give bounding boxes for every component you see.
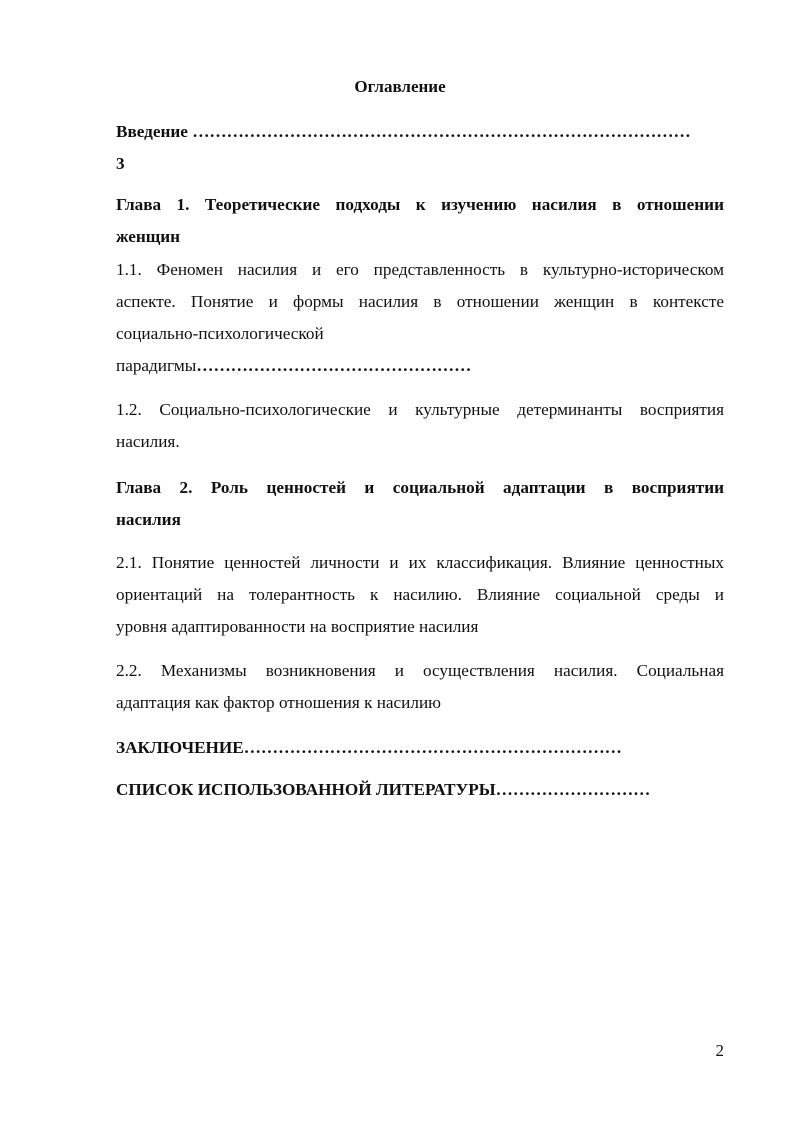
toc-entry-line: Глава 1. Теоретические подходы к изучению насилия в отношении: [116, 195, 724, 214]
toc-entry-line: социально-психологической: [116, 324, 324, 343]
toc-entry-line: насилия.: [116, 432, 180, 451]
toc-entry-line: насилия: [116, 510, 181, 529]
toc-entry-intro[interactable]: [116, 116, 724, 180]
toc-entry-line: 2.2. Механизмы возникновения и осуществления насилия. Социальная: [116, 661, 724, 680]
toc-entry-label: парадигмы: [116, 356, 197, 375]
toc-entry-section-1-1[interactable]: [116, 254, 724, 382]
toc-entry-line: уровня адаптированности на восприятие насилия: [116, 617, 479, 636]
toc-leader-dots: …………………………………………: [196, 356, 472, 375]
toc-entry-chapter-2[interactable]: [116, 472, 724, 536]
toc-entry-section-2-2[interactable]: [116, 655, 724, 719]
page-number: 2: [715, 1041, 724, 1060]
toc-title: Оглавление: [354, 77, 446, 96]
toc-entry-line: аспекте. Понятие и формы насилия в отношении женщин в контексте: [116, 292, 724, 311]
toc-entry-label: ЗАКЛЮЧЕНИЕ: [116, 738, 244, 757]
toc-entry-label: Введение: [116, 122, 188, 141]
toc-entry-references[interactable]: [116, 774, 724, 806]
toc-entry-chapter-1[interactable]: [116, 189, 724, 253]
toc-page-ref: 3: [116, 154, 125, 173]
toc-leader-dots: ……………………………………………………………………………: [192, 122, 691, 141]
toc-entry-line: женщин: [116, 227, 181, 246]
toc-entry-section-2-1[interactable]: [116, 547, 724, 643]
toc-entry-line: 1.2. Социально-психологические и культурные детерминанты восприятия: [116, 400, 724, 419]
toc-entry-line: адаптация как фактор отношения к насилию: [116, 693, 441, 712]
toc-entry-line: 1.1. Феномен насилия и его представленность в культурно-историческом: [116, 260, 724, 279]
toc-leader-dots: …………………………………………………………: [243, 738, 622, 757]
toc-entry-conclusion[interactable]: [116, 732, 724, 764]
toc-entry-line: ориентаций на толерантность к насилию. Влияние социальной среды и: [116, 585, 724, 604]
toc-entry-section-1-2[interactable]: [116, 394, 724, 458]
toc-entry-label: СПИСОК ИСПОЛЬЗОВАННОЙ ЛИТЕРАТУРЫ: [116, 780, 496, 799]
toc-leader-dots: ………………………: [495, 780, 651, 799]
toc-entry-line: Глава 2. Роль ценностей и социальной адаптации в восприятии: [116, 478, 724, 497]
toc-entry-line: 2.1. Понятие ценностей личности и их классификация. Влияние ценностных: [116, 553, 724, 572]
